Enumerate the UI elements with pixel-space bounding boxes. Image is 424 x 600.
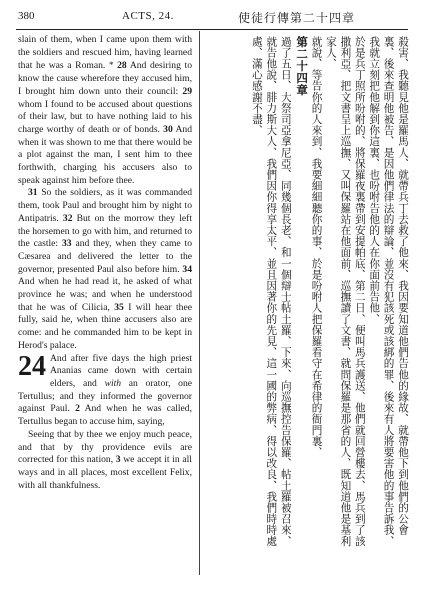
english-column bbox=[18, 34, 192, 574]
verse-number: 32 bbox=[62, 212, 73, 224]
column-divider bbox=[199, 31, 200, 575]
chinese-paragraph: 過了五日、大祭司亞拿尼亞、同幾個長老、和一個辯士帖土羅、下來、向巡撫控告保羅、帖土羅被召來、就告他說、腓力斯大人、我們因你得享太平、並且因著你的先見、這一國的弊病、得以改良、我們時時處處、滿心感謝不盡、 bbox=[250, 36, 292, 547]
verse-number: 30 bbox=[163, 123, 173, 135]
verse-number: 31 bbox=[28, 187, 38, 199]
verse-number: 33 bbox=[62, 238, 72, 250]
chapter-number-dropcap: 24 bbox=[18, 350, 46, 382]
verse-number: 35 bbox=[114, 301, 124, 313]
page-header bbox=[10, 8, 414, 28]
english-paragraph: 31 So the soldiers, as it was commanded them, took Paul and brought him by night to Antipatris. 32 But on the morrow they left the horsemen to go with him, and returned to the castle: 33 and they, when they came to Cæsarea and delivered the letter to the governor, presented Paul also before him. 34 And when he had read it, he asked of what province he was; and when he understood that he was of Cilicia, 35 I will hear thee fully, said he, when thine accusers also are come: and he commanded him to be kept in Herod's palace. bbox=[18, 187, 192, 351]
chinese-column bbox=[206, 36, 410, 556]
english-paragraph: slain of them, when I came upon them with the soldiers and rescued him, having learned that he was a Roman. * 28 And desiring to know the cause wherefore they accused him, I brought him down unto their council: 29 whom I found to be accused about questions of their law, but to have nothing laid to his charge worthy of death or of bonds. 30 And when it was shown to me that there would be a plot against the man, I sent him to thee forthwith, charging his accusers also to speak against him before thee. bbox=[18, 34, 192, 186]
footnote-mark: * bbox=[108, 60, 114, 71]
chinese-paragraph: 於是兵丁照所吩咐的、將保羅夜裏帶到安提帕底、第二日、便叫馬兵護送、他們就回營樓去、馬兵到了該撒利亞、把文書呈上巡撫、又叫保羅站在他面前、巡撫讀了文書、就問保羅是那省的人、既知道他是基利家人、 bbox=[324, 36, 366, 547]
chinese-running-title: 使徒行傳第二十四章 bbox=[238, 11, 356, 25]
chinese-paragraph: 就說、等告你的人來到、我要細細聽你的事、於是吩咐人把保羅看守在希律的衙門裏、 bbox=[310, 36, 323, 458]
chinese-paragraph: 殺害、我聽見他是羅馬人、就帶兵丁去救了他來、我因要知道他們告他的緣故、就帶他下到他們的公會裏、後來查明他被告、是因他們律法的辯論、並沒有犯該死或該綁的罪、後來有人將要害他的事告訴我、我就立刻把他解到你這裏、也吩咐告他的人在你面前告他、 bbox=[368, 36, 409, 547]
verse-number: 28 bbox=[117, 60, 127, 72]
chapter-reference: ACTS, 24. bbox=[122, 10, 174, 22]
verse-number: 29 bbox=[182, 85, 192, 97]
verse-number: 34 bbox=[182, 263, 192, 275]
header-rule bbox=[16, 29, 408, 30]
chinese-chapter-heading: 第二十四章 bbox=[295, 36, 310, 96]
page-number: 380 bbox=[18, 10, 35, 22]
english-paragraph: Seeing that by thee we enjoy much peace, and that by thy providence evils are corrected for this nation, 3 we accept it in all ways and in all places, most excellent Felix, with all thankfulness. bbox=[18, 428, 192, 491]
verse-number: 2 bbox=[75, 403, 80, 415]
verse-number: 3 bbox=[115, 454, 121, 466]
chapter-start-paragraph: 24 And after five days the high priest Ananias came down with certain elders, and with an orator, one Tertullus; and they informed the governor against Paul. 2 And when he was called, Tertullus began to accuse him, saying, bbox=[18, 350, 192, 428]
